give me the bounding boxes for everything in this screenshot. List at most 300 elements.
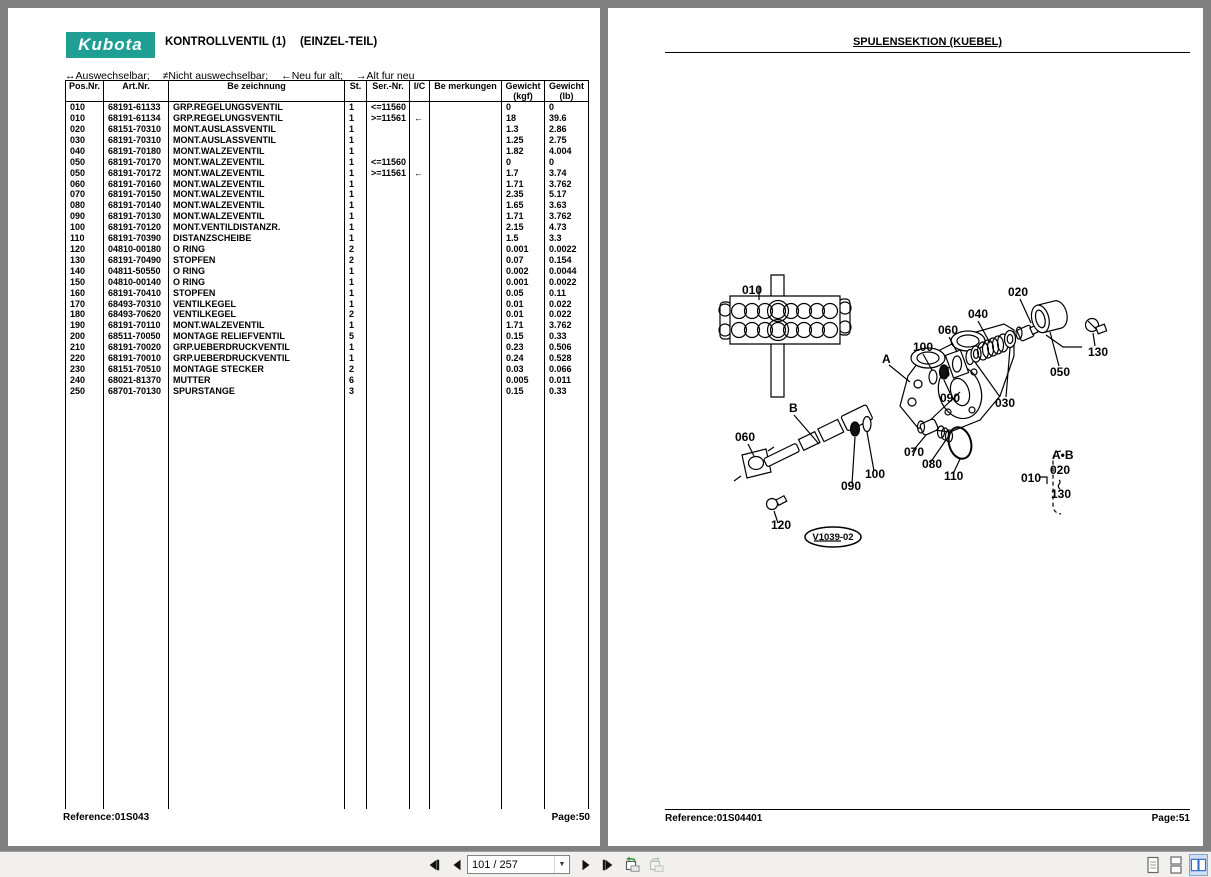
table-cell: STOPFEN xyxy=(169,255,345,266)
table-cell: 1.71 xyxy=(502,320,545,331)
table-cell xyxy=(502,397,545,809)
drawing-number-text: V1039-02 xyxy=(812,532,854,543)
table-row xyxy=(66,222,589,233)
table-cell: MONT.WALZEVENTIL xyxy=(169,146,345,157)
table-cell: 1 xyxy=(345,342,367,353)
table-cell: >=11561 xyxy=(367,168,410,179)
table-cell: MONT.WALZEVENTIL xyxy=(169,179,345,190)
table-cell: 1 xyxy=(345,353,367,364)
table-cell: 68493-70310 xyxy=(104,299,169,310)
legend-item: ←Neu fur alt; xyxy=(281,70,344,82)
table-cell xyxy=(410,397,430,809)
table-cell: 0.11 xyxy=(545,288,589,299)
previous-view-icon xyxy=(622,855,640,875)
table-cell xyxy=(430,157,502,168)
table-row xyxy=(66,189,589,200)
continuous-layout-icon xyxy=(1169,856,1183,874)
table-row xyxy=(66,299,589,310)
table-cell xyxy=(410,222,430,233)
table-cell: 0.0022 xyxy=(545,244,589,255)
part-callout-label: 020 xyxy=(1050,463,1071,477)
table-cell xyxy=(367,386,410,397)
table-cell: 1 xyxy=(345,211,367,222)
table-cell xyxy=(430,288,502,299)
chevron-down-icon[interactable]: ▼ xyxy=(554,856,569,873)
table-cell xyxy=(367,299,410,310)
table-cell xyxy=(367,397,410,809)
table-cell xyxy=(430,102,502,113)
table-cell: 0 xyxy=(502,157,545,168)
table-cell: 1 xyxy=(345,124,367,135)
table-cell: 2.15 xyxy=(502,222,545,233)
table-cell xyxy=(345,397,367,809)
table-row xyxy=(66,364,589,375)
table-cell: MONTAGE STECKER xyxy=(169,364,345,375)
table-cell: 1 xyxy=(345,189,367,200)
page-number-text: Page:50 xyxy=(551,812,590,823)
table-cell: 210 xyxy=(66,342,104,353)
table-cell: 250 xyxy=(66,386,104,397)
legend-item: →Alt fur neu xyxy=(356,70,415,82)
table-cell: 0.528 xyxy=(545,353,589,364)
table-row xyxy=(66,179,589,190)
part-callout-label: 020 xyxy=(1008,285,1029,299)
table-cell: 070 xyxy=(66,189,104,200)
table-cell: 040 xyxy=(66,146,104,157)
table-cell: 100 xyxy=(66,222,104,233)
table-cell: 1.25 xyxy=(502,135,545,146)
table-cell: 4.73 xyxy=(545,222,589,233)
table-cell xyxy=(430,266,502,277)
table-cell: 39.6 xyxy=(545,113,589,124)
table-cell: 3.74 xyxy=(545,168,589,179)
table-cell xyxy=(410,266,430,277)
table-cell: 090 xyxy=(66,211,104,222)
table-cell xyxy=(410,342,430,353)
table-cell: 4.004 xyxy=(545,146,589,157)
last-page-button[interactable] xyxy=(598,854,618,876)
table-cell: 2 xyxy=(345,309,367,320)
next-page-button[interactable] xyxy=(576,854,596,876)
table-cell: 68191-70150 xyxy=(104,189,169,200)
table-cell: 110 xyxy=(66,233,104,244)
table-cell: 1 xyxy=(345,146,367,157)
table-cell xyxy=(367,233,410,244)
table-cell xyxy=(367,353,410,364)
table-cell xyxy=(367,277,410,288)
next-view-icon xyxy=(646,855,664,875)
table-cell: >=11561 xyxy=(367,113,410,124)
spool-shaft-part xyxy=(762,404,873,469)
table-cell xyxy=(367,244,410,255)
table-cell: 5 xyxy=(345,331,367,342)
table-cell: ← xyxy=(410,168,430,179)
table-cell: 68191-70110 xyxy=(104,320,169,331)
table-cell xyxy=(410,386,430,397)
column-header: Be zeichnung xyxy=(169,81,345,102)
table-cell: MONT.WALZEVENTIL xyxy=(169,189,345,200)
table-cell: <=11560 xyxy=(367,157,410,168)
table-cell: 0.23 xyxy=(502,342,545,353)
table-cell: 0.33 xyxy=(545,331,589,342)
table-cell xyxy=(430,364,502,375)
reference-text: Reference:01S043 xyxy=(63,812,150,823)
table-cell: 68191-70120 xyxy=(104,222,169,233)
exploded-parts-diagram xyxy=(608,8,1203,846)
table-cell: 2.35 xyxy=(502,189,545,200)
part-callout-label: B xyxy=(789,401,798,415)
facing-pages-layout-icon xyxy=(1190,856,1207,874)
table-cell xyxy=(430,375,502,386)
screw-part xyxy=(1086,319,1107,334)
table-cell: ← xyxy=(410,113,430,124)
table-cell xyxy=(410,244,430,255)
table-row xyxy=(66,277,589,288)
table-cell: GRP.UEBERDRUCKVENTIL xyxy=(169,342,345,353)
table-cell xyxy=(410,146,430,157)
table-cell: 050 xyxy=(66,157,104,168)
table-cell: 0.001 xyxy=(502,277,545,288)
document-page-left xyxy=(8,8,600,846)
table-cell xyxy=(367,222,410,233)
part-callout-label: 120 xyxy=(771,518,792,532)
page-number-text: Page:51 xyxy=(1151,813,1190,824)
table-cell xyxy=(430,353,502,364)
table-cell: 68191-70170 xyxy=(104,157,169,168)
table-cell: 0.01 xyxy=(502,299,545,310)
table-cell xyxy=(367,364,410,375)
table-cell xyxy=(410,277,430,288)
table-header-row xyxy=(66,81,589,102)
table-cell: 1.71 xyxy=(502,179,545,190)
table-cell: 68191-70310 xyxy=(104,135,169,146)
table-cell: 2 xyxy=(345,255,367,266)
table-cell: 68701-70130 xyxy=(104,386,169,397)
table-cell: MONT.WALZEVENTIL xyxy=(169,211,345,222)
table-cell: 0.005 xyxy=(502,375,545,386)
table-cell: 1.7 xyxy=(502,168,545,179)
table-cell: 1.82 xyxy=(502,146,545,157)
table-cell xyxy=(367,309,410,320)
table-cell xyxy=(410,255,430,266)
table-cell xyxy=(430,200,502,211)
single-page-layout-icon xyxy=(1146,856,1160,874)
table-cell: 68191-70010 xyxy=(104,353,169,364)
table-cell: O RING xyxy=(169,266,345,277)
table-cell xyxy=(430,168,502,179)
column-header: St. xyxy=(345,81,367,102)
table-cell: 04811-50550 xyxy=(104,266,169,277)
table-cell xyxy=(430,189,502,200)
table-cell: 060 xyxy=(66,179,104,190)
column-header: Gewicht (kgf) xyxy=(502,81,545,102)
column-header: Be merkungen xyxy=(430,81,502,102)
table-cell: 68493-70620 xyxy=(104,309,169,320)
gasket-plate-part xyxy=(719,275,851,397)
table-cell xyxy=(410,189,430,200)
part-callout-label: A•B xyxy=(1052,448,1074,462)
part-callout-label: 070 xyxy=(904,445,925,459)
table-cell: 3 xyxy=(345,386,367,397)
table-cell: 190 xyxy=(66,320,104,331)
table-cell: 0.07 xyxy=(502,255,545,266)
table-row xyxy=(66,320,589,331)
part-callout-label: 110 xyxy=(944,469,964,483)
title-main: KONTROLLVENTIL (1) xyxy=(165,36,286,48)
table-cell: GRP.REGELUNGSVENTIL xyxy=(169,113,345,124)
table-cell: 3.762 xyxy=(545,211,589,222)
table-cell xyxy=(410,124,430,135)
page-title xyxy=(165,36,391,48)
parts-table xyxy=(65,80,589,809)
table-cell: MONT.WALZEVENTIL xyxy=(169,168,345,179)
table-cell xyxy=(430,397,502,809)
table-cell: 140 xyxy=(66,266,104,277)
table-cell: 68191-61133 xyxy=(104,102,169,113)
table-cell: 2 xyxy=(345,364,367,375)
table-row xyxy=(66,266,589,277)
table-cell xyxy=(545,397,589,809)
table-cell: MONTAGE RELIEFVENTIL xyxy=(169,331,345,342)
table-cell: 1 xyxy=(345,179,367,190)
table-cell: SPURSTANGE xyxy=(169,386,345,397)
table-cell: 1 xyxy=(345,135,367,146)
table-cell: 3.762 xyxy=(545,320,589,331)
table-cell xyxy=(410,353,430,364)
single-page-layout-button[interactable] xyxy=(1143,854,1162,876)
table-cell xyxy=(430,386,502,397)
table-cell: 0.022 xyxy=(545,299,589,310)
table-cell xyxy=(410,233,430,244)
table-cell xyxy=(410,320,430,331)
table-cell: 1.65 xyxy=(502,200,545,211)
table-cell: 1 xyxy=(345,113,367,124)
page-footer-right xyxy=(665,809,1190,824)
table-cell xyxy=(410,288,430,299)
table-cell: MONT.WALZEVENTIL xyxy=(169,157,345,168)
table-cell: VENTILKEGEL xyxy=(169,299,345,310)
page-footer-left xyxy=(63,812,590,823)
table-cell xyxy=(66,397,104,809)
table-cell: 0.05 xyxy=(502,288,545,299)
table-cell: 0.154 xyxy=(545,255,589,266)
legend-item: ≠Nicht auswechselbar; xyxy=(162,70,269,82)
table-row xyxy=(66,386,589,397)
table-cell: MUTTER xyxy=(169,375,345,386)
table-cell xyxy=(430,277,502,288)
table-row xyxy=(66,102,589,113)
table-cell: 0.15 xyxy=(502,331,545,342)
table-cell xyxy=(104,397,169,809)
previous-page-icon xyxy=(450,858,464,872)
part-callout-label: 100 xyxy=(865,467,886,481)
valve-body-part xyxy=(889,324,1014,432)
table-cell: 1 xyxy=(345,277,367,288)
table-cell: 0.506 xyxy=(545,342,589,353)
table-cell xyxy=(367,135,410,146)
table-cell: 3.3 xyxy=(545,233,589,244)
table-cell: 180 xyxy=(66,309,104,320)
table-cell xyxy=(367,124,410,135)
kubota-logo: Kubota xyxy=(66,32,155,58)
table-cell: 130 xyxy=(66,255,104,266)
table-cell xyxy=(430,124,502,135)
table-row xyxy=(66,146,589,157)
column-header: I/C xyxy=(410,81,430,102)
table-cell xyxy=(367,179,410,190)
table-cell: 1 xyxy=(345,299,367,310)
table-cell xyxy=(430,179,502,190)
table-cell xyxy=(430,244,502,255)
previous-page-button[interactable] xyxy=(447,854,467,876)
next-view-button[interactable] xyxy=(645,854,665,876)
table-cell xyxy=(430,331,502,342)
table-cell xyxy=(410,102,430,113)
table-cell: 3.63 xyxy=(545,200,589,211)
table-row xyxy=(66,255,589,266)
table-cell: 230 xyxy=(66,364,104,375)
table-cell: MONT.VENTILDISTANZR. xyxy=(169,222,345,233)
part-callout-label: 090 xyxy=(940,391,961,405)
column-header: Pos.Nr. xyxy=(66,81,104,102)
table-cell xyxy=(430,309,502,320)
first-page-button[interactable] xyxy=(424,854,444,876)
table-row xyxy=(66,331,589,342)
washer-part xyxy=(863,417,871,432)
table-cell: 04810-00180 xyxy=(104,244,169,255)
page-number-combobox[interactable] xyxy=(467,855,570,874)
table-cell: 0.0044 xyxy=(545,266,589,277)
table-cell: 68191-70390 xyxy=(104,233,169,244)
table-row xyxy=(66,200,589,211)
table-cell: 68191-70172 xyxy=(104,168,169,179)
table-cell: 0.011 xyxy=(545,375,589,386)
table-cell: 170 xyxy=(66,299,104,310)
table-cell xyxy=(410,299,430,310)
table-cell: 68151-70510 xyxy=(104,364,169,375)
table-cell: <=11560 xyxy=(367,102,410,113)
continuous-layout-button[interactable] xyxy=(1166,854,1185,876)
part-callout-label: 030 xyxy=(995,396,1016,410)
table-cell xyxy=(410,331,430,342)
table-cell: 68191-61134 xyxy=(104,113,169,124)
table-cell: 120 xyxy=(66,244,104,255)
table-cell: 68191-70160 xyxy=(104,179,169,190)
table-cell: 18 xyxy=(502,113,545,124)
table-cell: 68191-70410 xyxy=(104,288,169,299)
part-callout-label: 090 xyxy=(841,479,862,493)
table-cell: 0.15 xyxy=(502,386,545,397)
table-cell xyxy=(367,342,410,353)
table-cell: 2.86 xyxy=(545,124,589,135)
table-cell xyxy=(410,179,430,190)
table-cell: 0.022 xyxy=(545,309,589,320)
table-row xyxy=(66,211,589,222)
table-cell: 0.001 xyxy=(502,244,545,255)
table-cell: 1 xyxy=(345,168,367,179)
table-cell xyxy=(410,375,430,386)
table-cell: MONT.AUSLASSVENTIL xyxy=(169,135,345,146)
part-callout-label: 100 xyxy=(913,340,934,354)
table-cell xyxy=(410,135,430,146)
table-cell: 5.17 xyxy=(545,189,589,200)
part-callout-label: 080 xyxy=(922,457,943,471)
part-callout-label: 040 xyxy=(968,307,989,321)
table-cell: GRP.UEBERDRUCKVENTIL xyxy=(169,353,345,364)
table-cell: 3.762 xyxy=(545,179,589,190)
part-callout-label: A xyxy=(882,352,891,366)
part-callout-label: 130 xyxy=(1051,487,1072,501)
table-cell: MONT.AUSLASSVENTIL xyxy=(169,124,345,135)
table-cell: 0.33 xyxy=(545,386,589,397)
table-cell: 68151-70310 xyxy=(104,124,169,135)
table-cell xyxy=(367,320,410,331)
table-cell xyxy=(430,299,502,310)
table-cell xyxy=(367,375,410,386)
table-row xyxy=(66,135,589,146)
previous-view-button[interactable] xyxy=(621,854,641,876)
table-cell: VENTILKEGEL xyxy=(169,309,345,320)
table-cell: 0.03 xyxy=(502,364,545,375)
table-cell xyxy=(430,211,502,222)
table-cell xyxy=(367,255,410,266)
table-cell: 68191-70180 xyxy=(104,146,169,157)
table-cell: 0 xyxy=(545,157,589,168)
table-row xyxy=(66,157,589,168)
table-cell: 160 xyxy=(66,288,104,299)
table-cell xyxy=(430,113,502,124)
title-sub: (EINZEL-TEIL) xyxy=(299,36,378,48)
table-cell: DISTANZSCHEIBE xyxy=(169,233,345,244)
table-cell: 220 xyxy=(66,353,104,364)
table-cell: 240 xyxy=(66,375,104,386)
table-cell: 0.066 xyxy=(545,364,589,375)
table-cell xyxy=(430,222,502,233)
viewer-toolbar xyxy=(0,851,1211,877)
table-cell xyxy=(367,146,410,157)
column-header: Ser.-Nr. xyxy=(367,81,410,102)
part-callout-label: 010 xyxy=(1021,471,1042,485)
table-cell xyxy=(430,233,502,244)
table-cell: 200 xyxy=(66,331,104,342)
table-cell: 020 xyxy=(66,124,104,135)
table-cell: 0.01 xyxy=(502,309,545,320)
part-callout-label: 130 xyxy=(1088,345,1109,359)
table-cell xyxy=(367,288,410,299)
table-cell: 1 xyxy=(345,222,367,233)
table-cell: MONT.WALZEVENTIL xyxy=(169,200,345,211)
table-cell: 0.0022 xyxy=(545,277,589,288)
table-cell xyxy=(410,364,430,375)
table-row xyxy=(66,168,589,179)
table-row xyxy=(66,244,589,255)
table-cell xyxy=(367,266,410,277)
table-row xyxy=(66,353,589,364)
table-cell: 1 xyxy=(345,200,367,211)
table-cell: 1 xyxy=(345,320,367,331)
table-row xyxy=(66,342,589,353)
table-cell xyxy=(410,157,430,168)
table-cell: 1 xyxy=(345,266,367,277)
legend-item: ↔Auswechselbar; xyxy=(65,70,150,82)
page-indicator-value: 101 / 257 xyxy=(472,858,518,871)
table-cell: 1 xyxy=(345,102,367,113)
table-cell: 050 xyxy=(66,168,104,179)
table-cell: 030 xyxy=(66,135,104,146)
facing-pages-layout-button[interactable] xyxy=(1189,854,1208,876)
table-row xyxy=(66,288,589,299)
table-cell xyxy=(367,211,410,222)
